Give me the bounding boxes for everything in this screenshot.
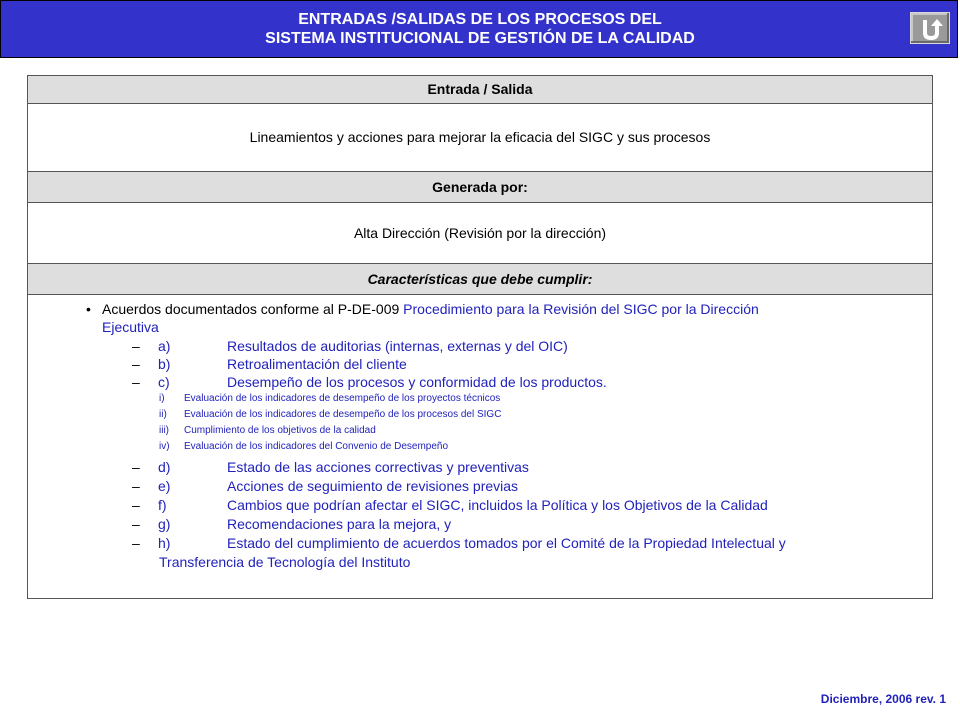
entrada-header: Entrada / Salida	[28, 76, 932, 104]
page-title-line1: ENTRADAS /SALIDAS DE LOS PROCESOS DEL	[298, 11, 662, 28]
footer-date: Diciembre, 2006 rev. 1	[820, 692, 946, 706]
item-text: Desempeño de los procesos y conformidad de los productos.	[227, 374, 607, 390]
item-text: Recomendaciones para la mejora, y	[227, 516, 452, 532]
return-arrow-icon	[919, 17, 943, 41]
page-title	[0, 10, 960, 48]
sub-item-text: Cumplimiento de los objetivos de la calidad	[184, 425, 376, 436]
caracteristicas-header: Características que debe cumplir:	[28, 263, 932, 295]
sub-item-num: iii)	[159, 425, 169, 436]
page-title-line2: SISTEMA INSTITUCIONAL DE GESTIÓN DE LA CALIDAD	[265, 30, 695, 47]
procedure-link[interactable]: Procedimiento para la Revisión del SIGC por la Dirección	[403, 301, 759, 317]
sub-item-num: iv)	[159, 441, 170, 452]
bullet-text: Acuerdos documentados conforme al P-DE-009	[102, 301, 400, 317]
sub-item-text: Evaluación de los indicadores de desempeño de los procesos del SIGC	[184, 409, 502, 420]
sub-item-text: Evaluación de los indicadores de desempeño de los proyectos técnicos	[184, 393, 501, 404]
item-letter: a)	[158, 338, 171, 354]
item-letter: b)	[158, 356, 171, 372]
dash: –	[132, 497, 140, 513]
item-text: Estado de las acciones correctivas y preventivas	[227, 459, 529, 475]
back-button[interactable]	[910, 12, 950, 44]
generada-header: Generada por:	[28, 171, 932, 203]
item-h-continuation: Transferencia de Tecnología del Instituto	[159, 554, 411, 570]
bullet-dot: •	[86, 301, 91, 317]
entrada-value: Lineamientos y acciones para mejorar la eficacia del SIGC y sus procesos	[249, 129, 711, 145]
dash: –	[132, 459, 140, 475]
dash: –	[132, 516, 140, 532]
generada-value: Alta Dirección (Revisión por la dirección)	[353, 225, 607, 241]
dash: –	[132, 535, 140, 551]
sub-item-num: ii)	[159, 409, 167, 420]
procedure-link-cont[interactable]: Ejecutiva	[102, 319, 159, 335]
item-text: Cambios que podrían afectar el SIGC, incluidos la Política y los Objetivos de la Calidad	[227, 497, 768, 513]
item-text: Resultados de auditorias (internas, externas y del OIC)	[227, 338, 568, 354]
dash: –	[132, 478, 140, 494]
dash: –	[132, 338, 140, 354]
item-letter: e)	[158, 478, 171, 494]
item-letter: g)	[158, 516, 171, 532]
item-letter: f)	[158, 497, 167, 513]
item-letter: d)	[158, 459, 171, 475]
item-text: Retroalimentación del cliente	[227, 356, 407, 372]
item-letter: c)	[158, 374, 170, 390]
io-table	[27, 75, 933, 599]
caracteristicas-content	[28, 295, 932, 598]
sub-item-text: Evaluación de los indicadores del Convenio de Desempeño	[184, 441, 449, 452]
dash: –	[132, 374, 140, 390]
dash: –	[132, 356, 140, 372]
sub-item-num: i)	[159, 393, 165, 404]
item-text: Acciones de seguimiento de revisiones previas	[227, 478, 519, 494]
item-letter: h)	[158, 535, 171, 551]
item-text: Estado del cumplimiento de acuerdos tomados por el Comité de la Propiedad Intelectual y	[227, 535, 786, 551]
